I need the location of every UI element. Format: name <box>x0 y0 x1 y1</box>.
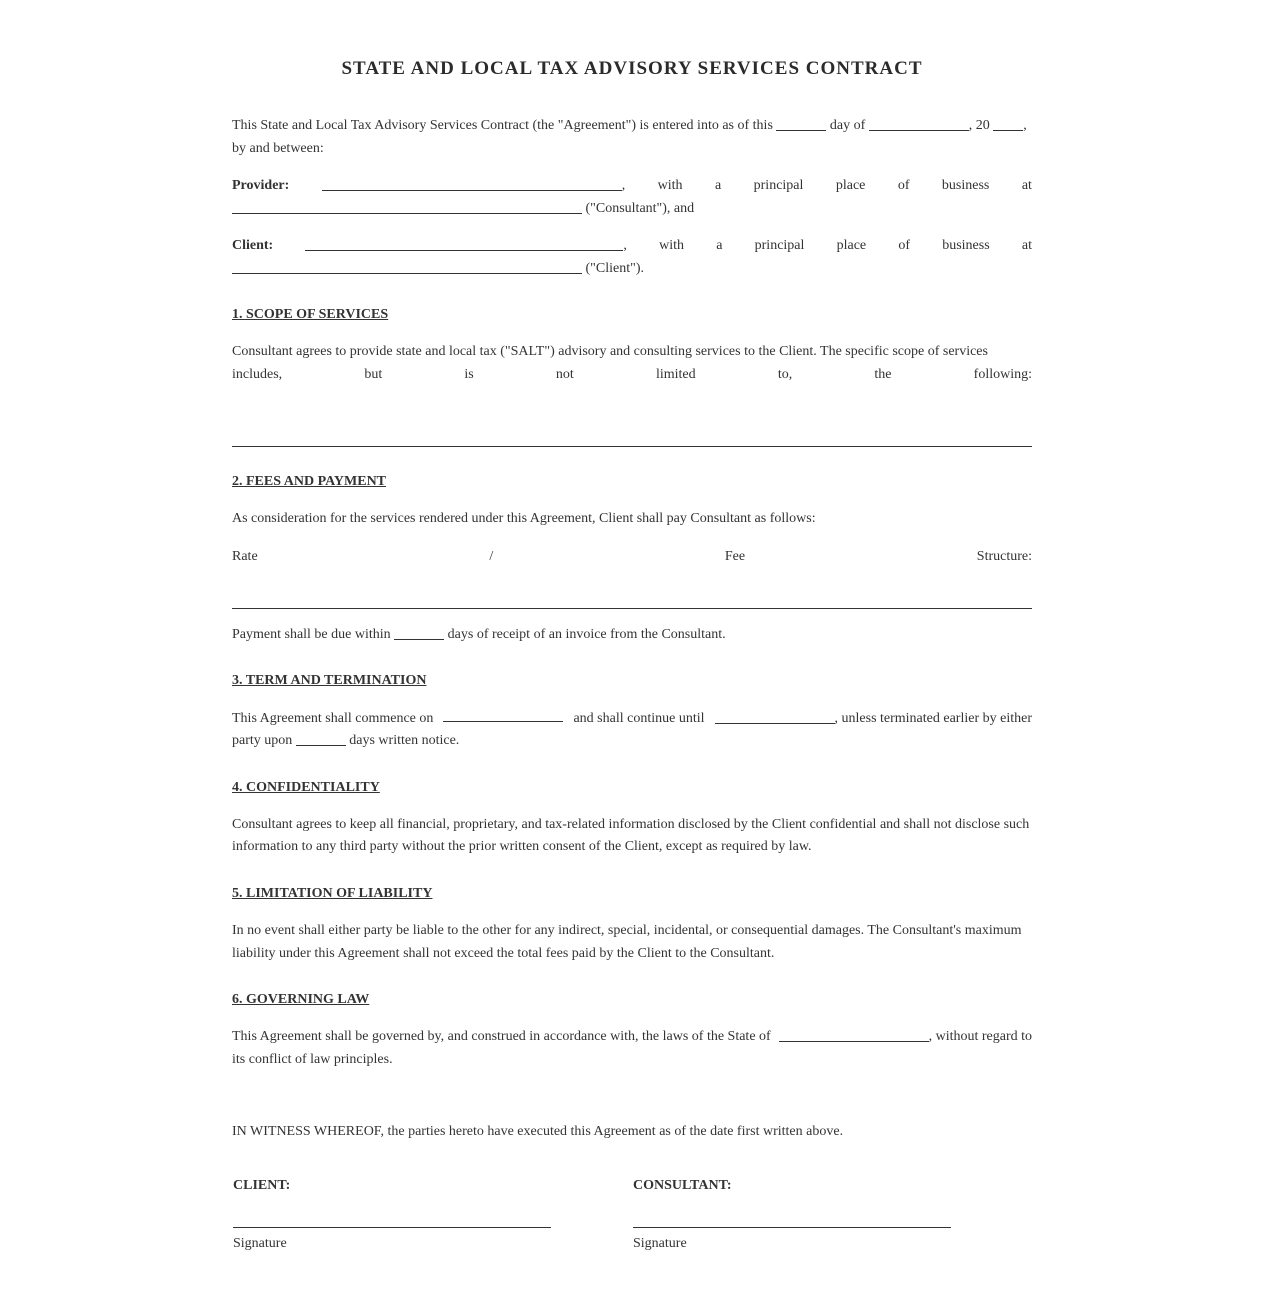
client-label: Client: <box>232 238 274 253</box>
payment-terms-line: Payment shall be due within days of receipt of an invoice from the Consultant. <box>232 627 726 642</box>
client-signature-caption: Signature <box>233 1236 287 1251</box>
intro-line-2: by and between: <box>232 141 324 156</box>
month-field[interactable] <box>869 118 969 131</box>
consultant-signature-label: CONSULTANT: <box>633 1178 732 1193</box>
client-signature-field[interactable] <box>233 1227 551 1228</box>
client-name-field[interactable] <box>305 238 623 251</box>
client-line-1: Client: , with a principal place of business at <box>232 238 1032 253</box>
client-line-2: ("Client"). <box>232 257 1032 280</box>
client-signature-block <box>233 1174 551 1255</box>
section-6-line-1: This Agreement shall be governed by, and construed in accordance with, the laws of the State of , without regard to <box>232 1029 1032 1044</box>
intro-text: This State and Local Tax Advisory Services Contract (the "Agreement") is entered into as of this day of , 20 , <box>232 118 1027 133</box>
day-field[interactable] <box>776 118 826 131</box>
client-signature-label: CLIENT: <box>233 1178 291 1193</box>
intro-line-1 <box>232 114 1032 137</box>
commence-date-field[interactable] <box>443 709 563 722</box>
consultant-signature-caption: Signature <box>633 1236 687 1251</box>
section-5-heading: 5. LIMITATION OF LIABILITY <box>232 886 433 901</box>
year-field[interactable] <box>993 118 1023 131</box>
section-2-heading: 2. FEES AND PAYMENT <box>232 474 387 489</box>
provider-line-1: Provider: , with a principal place of business at <box>232 178 1032 193</box>
end-date-field[interactable] <box>715 711 835 724</box>
section-1-line-2: includes, but is not limited to, the following: <box>232 367 1032 382</box>
notice-days-field[interactable] <box>296 733 346 746</box>
section-4-line-1: Consultant agrees to keep all financial, proprietary, and tax-related information disclosed by the Client confidential and shall not disclose such <box>232 817 1030 832</box>
section-5-line-1: In no event shall either party be liable to the other for any indirect, special, incidental, or consequential damages. The Consultant's maximum <box>232 923 1022 938</box>
section-3-line-1: This Agreement shall commence on and shall continue until , unless terminated earlier by either <box>232 711 1032 726</box>
governing-state-field[interactable] <box>779 1029 929 1042</box>
provider-name-field[interactable] <box>322 178 622 191</box>
section-3-line-2: party upon days written notice. <box>232 733 460 748</box>
section-2-line-1: As consideration for the services rendered under this Agreement, Client shall pay Consultant as follows: <box>232 511 816 526</box>
payment-days-field[interactable] <box>394 627 444 640</box>
section-1-heading: 1. SCOPE OF SERVICES <box>232 307 389 322</box>
witness-statement: IN WITNESS WHEREOF, the parties hereto have executed this Agreement as of the date first written above. <box>232 1124 844 1139</box>
section-6-line-2: its conflict of law principles. <box>232 1052 393 1067</box>
scope-services-field[interactable] <box>232 446 1032 447</box>
fee-structure-field[interactable] <box>232 608 1032 609</box>
consultant-signature-block <box>633 1174 951 1255</box>
section-4-heading: 4. CONFIDENTIALITY <box>232 780 380 795</box>
section-3-heading: 3. TERM AND TERMINATION <box>232 673 427 688</box>
section-4-line-2: information to any third party without the prior written consent of the Client, except as required by law. <box>232 839 812 854</box>
rate-fee-line: Rate / Fee Structure: <box>232 549 1032 564</box>
document-title: STATE AND LOCAL TAX ADVISORY SERVICES CONTRACT <box>341 58 923 79</box>
section-6-heading: 6. GOVERNING LAW <box>232 992 370 1007</box>
provider-label: Provider: <box>232 178 290 193</box>
consultant-signature-field[interactable] <box>633 1227 951 1228</box>
provider-address-field[interactable] <box>232 201 582 214</box>
section-1-line-1: Consultant agrees to provide state and local tax ("SALT") advisory and consulting services to the Client. The specific scope of services <box>232 344 988 359</box>
client-address-field[interactable] <box>232 261 582 274</box>
section-5-line-2: liability under this Agreement shall not exceed the total fees paid by the Client to the Consultant. <box>232 946 775 961</box>
provider-line-2: ("Consultant"), and <box>232 197 1032 220</box>
